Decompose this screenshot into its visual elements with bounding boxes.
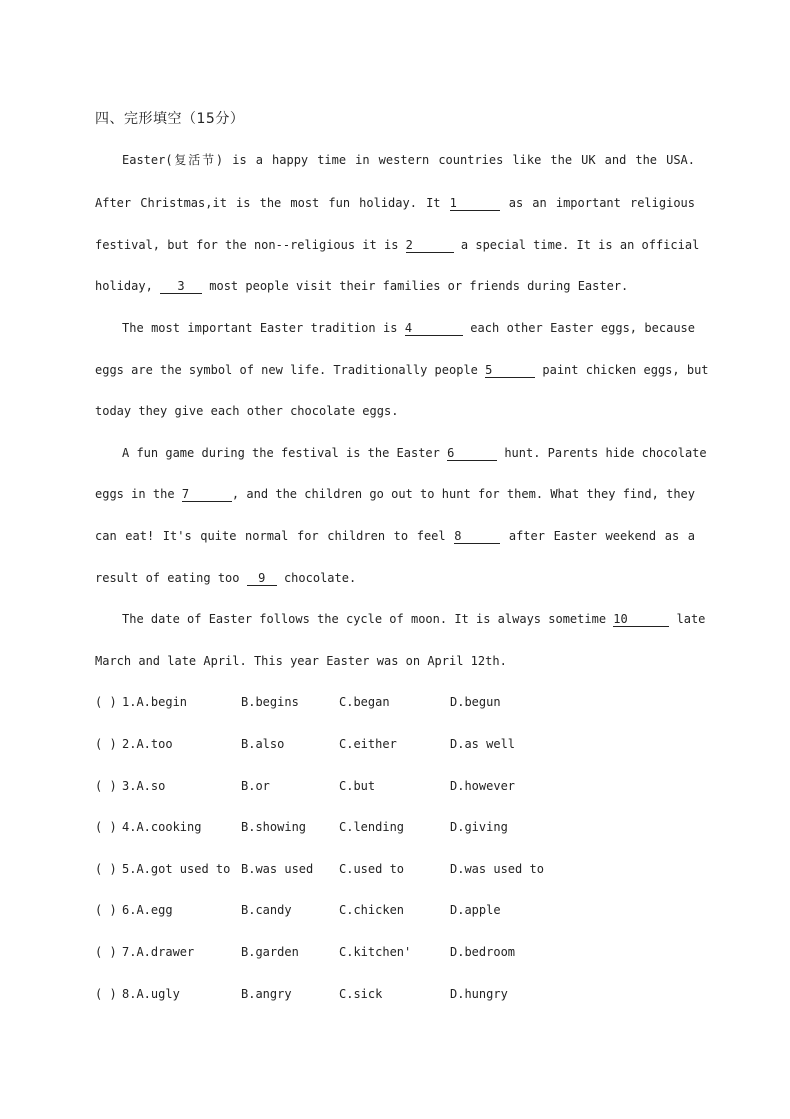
option-a: 6.A.egg [122, 903, 173, 917]
option-a: 1.A.begin [122, 695, 188, 709]
passage-text: each other Easter eggs, because [462, 321, 696, 335]
passage-text: today they give each other chocolate eggs. [95, 404, 399, 418]
option-b: B.candy [241, 903, 292, 917]
passage-text: holiday, [95, 279, 161, 293]
option-b: B.garden [241, 945, 299, 959]
answer-paren[interactable]: ( ) [95, 945, 117, 959]
passage-text: eggs in the [95, 487, 182, 501]
option-c: C.lending [339, 820, 405, 834]
passage-line [95, 653, 695, 669]
passage-text: , and the children go out to hunt for them. What they find, they [231, 487, 695, 501]
option-a: 7.A.drawer [122, 945, 195, 959]
passage-text: chocolate. [276, 571, 357, 585]
passage-line [95, 195, 695, 211]
option-b: B.or [241, 779, 270, 793]
passage-text: The date of Easter follows the cycle of moon. It is always sometime [122, 612, 614, 626]
option-d: D.apple [450, 903, 501, 917]
option-a: 3.A.so [122, 779, 166, 793]
passage-line [122, 445, 707, 461]
passage-text: March and late April. This year Easter was on April 12th. [95, 654, 507, 668]
passage-line [95, 362, 709, 378]
answer-paren[interactable]: ( ) [95, 903, 117, 917]
passage-line [95, 403, 695, 419]
blank-7[interactable]: 7 [182, 488, 232, 502]
passage-text: The most important Easter tradition is [122, 321, 405, 335]
option-b: B.also [241, 737, 285, 751]
option-b: B.angry [241, 987, 292, 1001]
option-a: 2.A.too [122, 737, 173, 751]
option-d: D.as well [450, 737, 516, 751]
passage-text: Easter(复活节) is a happy time in western countries like the UK and the USA. [122, 153, 695, 167]
option-c: C.chicken [339, 903, 405, 917]
passage-text: After Christmas,it is the most fun holiday. It [95, 196, 450, 210]
option-c: C.began [339, 695, 390, 709]
blank-10[interactable]: 10 [613, 613, 669, 627]
passage-text: after Easter weekend as a [500, 529, 696, 543]
passage-text: most people visit their families or friends during Easter. [202, 279, 629, 293]
passage-line [95, 486, 695, 502]
answer-paren[interactable]: ( ) [95, 987, 117, 1001]
passage-text: late [669, 612, 706, 626]
passage-line [122, 320, 695, 336]
section-title: 四、完形填空（15分） [95, 111, 245, 127]
option-a: 5.A.got used to [122, 862, 231, 876]
option-b: B.showing [241, 820, 307, 834]
answer-paren[interactable]: ( ) [95, 695, 117, 709]
passage-text: a special time. It is an official [453, 238, 700, 252]
blank-9[interactable]: 9 [247, 572, 277, 586]
passage-line [122, 152, 695, 168]
option-d: D.however [450, 779, 516, 793]
option-d: D.hungry [450, 987, 508, 1001]
passage-line [95, 528, 695, 544]
answer-paren[interactable]: ( ) [95, 862, 117, 876]
passage-text: result of eating too [95, 571, 247, 585]
option-a: 4.A.cooking [122, 820, 202, 834]
blank-5[interactable]: 5 [485, 364, 535, 378]
blank-4[interactable]: 4 [405, 322, 463, 336]
blank-6[interactable]: 6 [447, 447, 497, 461]
passage-text: A fun game during the festival is the Easter [122, 446, 448, 460]
blank-8[interactable]: 8 [454, 530, 500, 544]
passage-text: can eat! It's quite normal for children to feel [95, 529, 455, 543]
answer-paren[interactable]: ( ) [95, 737, 117, 751]
option-c: C.either [339, 737, 397, 751]
passage-text: paint chicken eggs, but [535, 363, 709, 377]
passage-line [95, 278, 695, 294]
passage-text: eggs are the symbol of new life. Traditionally people [95, 363, 486, 377]
option-d: D.giving [450, 820, 508, 834]
option-c: C.sick [339, 987, 383, 1001]
passage-line [122, 611, 706, 627]
option-d: D.begun [450, 695, 501, 709]
option-b: B.begins [241, 695, 299, 709]
passage-text: as an important religious [499, 196, 695, 210]
answer-paren[interactable]: ( ) [95, 779, 117, 793]
option-c: C.but [339, 779, 376, 793]
passage-line [95, 570, 695, 586]
answer-paren[interactable]: ( ) [95, 820, 117, 834]
option-c: C.used to [339, 862, 405, 876]
option-b: B.was used [241, 862, 314, 876]
blank-3[interactable]: 3 [160, 280, 202, 294]
passage-text: festival, but for the non--religious it is [95, 238, 406, 252]
option-a: 8.A.ugly [122, 987, 180, 1001]
option-d: D.was used to [450, 862, 544, 876]
passage-text: hunt. Parents hide chocolate [497, 446, 707, 460]
option-c: C.kitchen' [339, 945, 412, 959]
blank-1[interactable]: 1 [450, 197, 500, 211]
option-d: D.bedroom [450, 945, 516, 959]
blank-2[interactable]: 2 [406, 239, 454, 253]
passage-line [95, 237, 700, 253]
